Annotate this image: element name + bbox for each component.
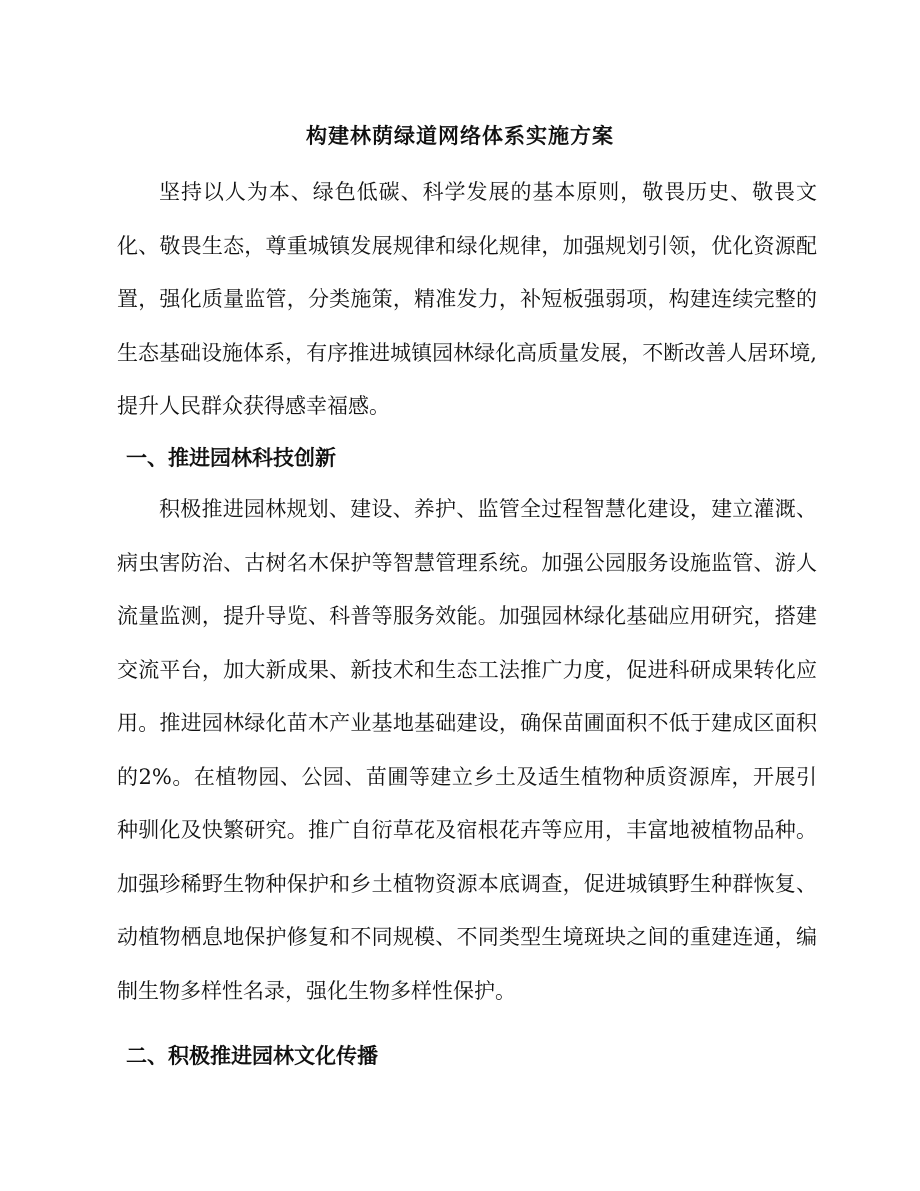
section-1-paragraph: 积极推进园林规划、建设、养护、监管全过程智慧化建设，建立灌溉、病虫害防治、古树名木保护等智慧管理系统。加强公园服务设施监管、游人流量监测，提升导览、科普等服务效能。加强园林绿化基础应用研究，搭建交流平台，加大新成果、新技术和生态工法推广力度，促进科研成果转化应用。推进园林绿化苗木产业基地基础建设，确保苗圃面积不低于建成区面积的2%。在植物园、公园、苗圃等建立乡土及适生植物种质资源库，开展引种驯化及快繁研究。推广自衍草花及宿根花卉等应用，丰富地被植物品种。加强珍稀野生物种保护和乡土植物资源本底调查，促进城镇野生种群恢复、动植物栖息地保护修复和不同规模、不同类型生境斑块之间的重建连通，编制生物多样性名录，强化生物多样性保护。: [117, 497, 817, 1003]
section-heading-1: 一、推进园林科技创新: [126, 445, 336, 470]
section-heading-2: 二、积极推进园林文化传播: [126, 1043, 378, 1068]
document-title: 构建林荫绿道网络体系实施方案: [306, 123, 614, 148]
intro-paragraph: 坚持以人为本、绿色低碳、科学发展的基本原则，敬畏历史、敬畏文化、敬畏生态，尊重城镇发展规律和绿化规律，加强规划引领，优化资源配置，强化质量监管，分类施策，精准发力，补短板强弱项，构建连续完整的生态基础设施体系，有序推进城镇园林绿化高质量发展，不断改善人居环境,提升人民群众获得感幸福感。: [117, 180, 817, 418]
